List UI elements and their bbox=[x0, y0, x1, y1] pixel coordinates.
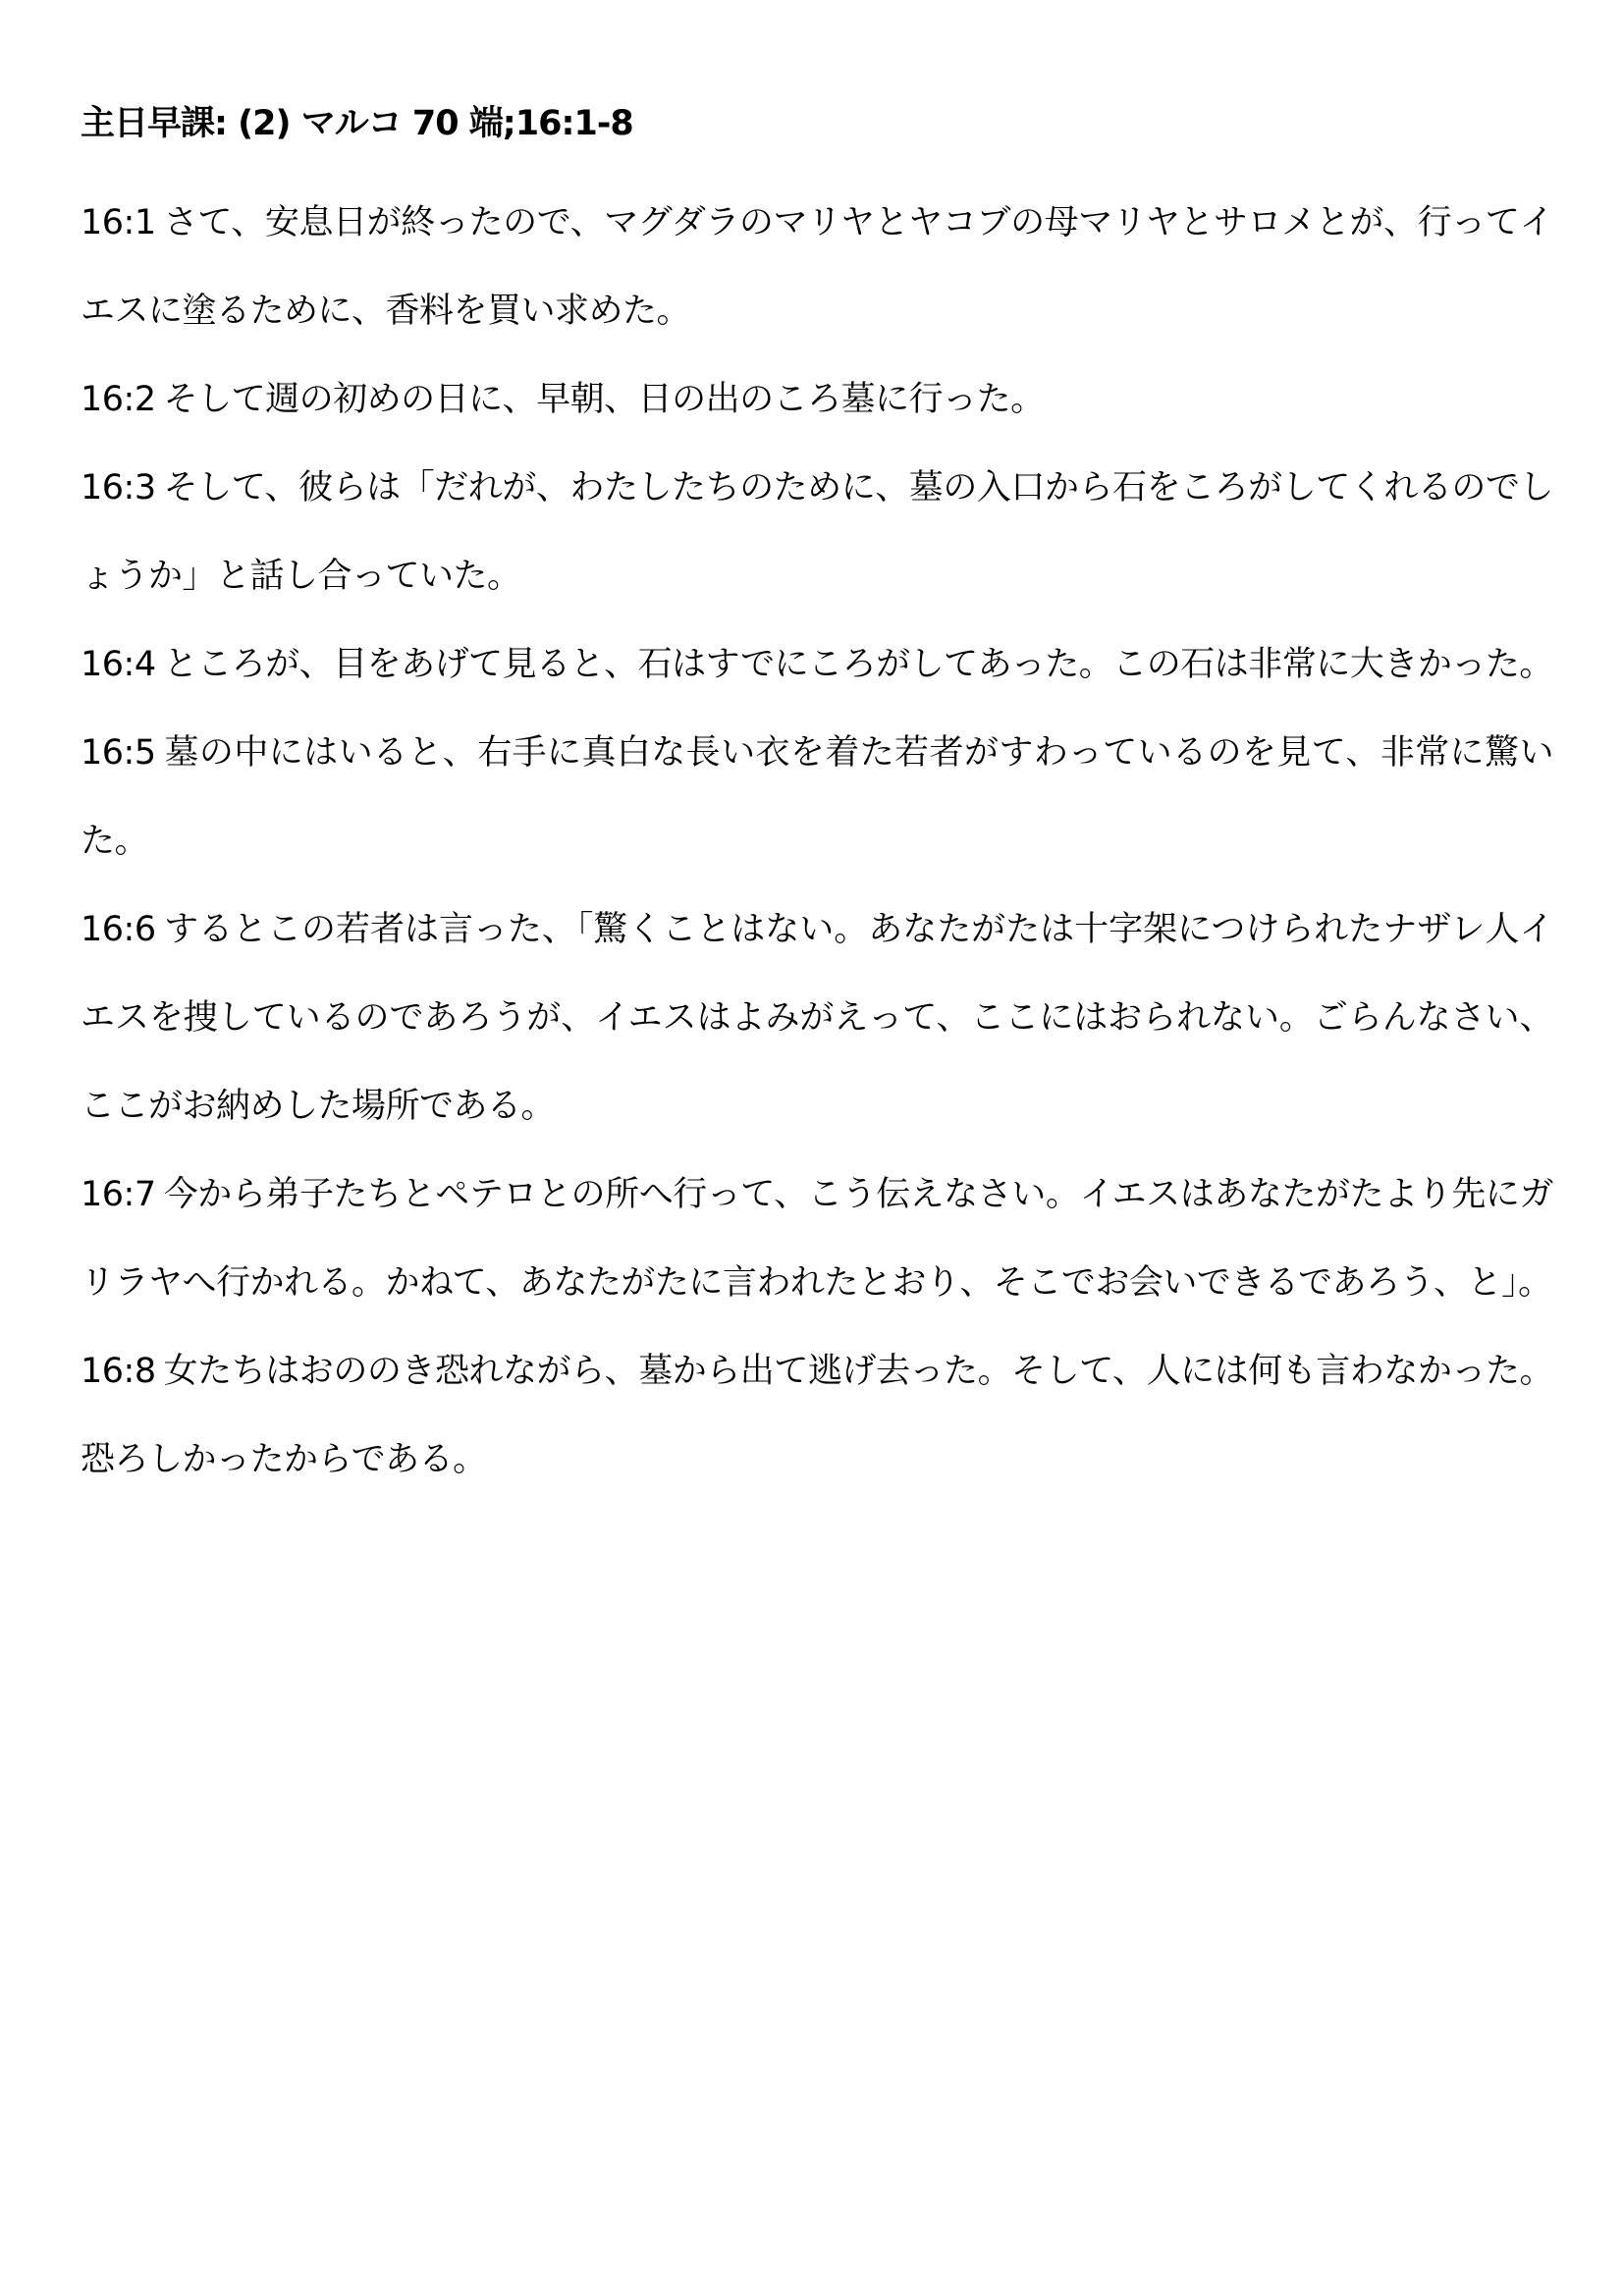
verse-list bbox=[81, 179, 1553, 1504]
verse-16-3 bbox=[81, 444, 1553, 620]
document-title: 主日早課: (2) マルコ 70 端;16:1-8 bbox=[81, 104, 633, 143]
verse-ref: 16:4 bbox=[81, 645, 156, 684]
verse-16-2 bbox=[81, 355, 1553, 444]
verse-ref: 16:8 bbox=[81, 1352, 156, 1391]
verse-ref: 16:3 bbox=[81, 468, 156, 507]
verse-text: 女たちはおののき恐れながら、墓から出て逃げ去った。そして、人には何も言わなかった。恐ろしかったからである。 bbox=[81, 1352, 1553, 1479]
verse-16-4 bbox=[81, 620, 1553, 709]
verse-text: そして週の初めの日に、早朝、日の出のころ墓に行った。 bbox=[163, 380, 1045, 419]
verse-text: さて、安息日が終ったので、マグダラのマリヤとヤコブの母マリヤとサロメとが、行ってイエスに塗るために、香料を買い求めた。 bbox=[81, 203, 1553, 331]
verse-16-5 bbox=[81, 709, 1553, 885]
verse-text: そして、彼らは「だれが、わたしたちのために、墓の入口から石をころがしてくれるのでしょうか」と話し合っていた。 bbox=[81, 468, 1553, 596]
verse-ref: 16:5 bbox=[81, 733, 156, 773]
verse-text: するとこの若者は言った、「驚くことはない。あなたがたは十字架につけられたナザレ人イエスを捜しているのであろうが、イエスはよみがえって、ここにはおられない。ごらんなさい、ここがお納めした場所である。 bbox=[81, 910, 1553, 1126]
verse-text: 墓の中にはいると、右手に真白な長い衣を着た若者がすわっているのを見て、非常に驚いた。 bbox=[81, 733, 1553, 861]
verse-ref: 16:1 bbox=[81, 203, 156, 242]
verse-16-6 bbox=[81, 885, 1553, 1150]
verse-16-1 bbox=[81, 179, 1553, 355]
verse-text: ところが、目をあげて見ると、石はすでにころがしてあった。この石は非常に大きかった。 bbox=[163, 645, 1553, 684]
verse-16-7 bbox=[81, 1150, 1553, 1327]
verse-ref: 16:2 bbox=[81, 380, 156, 419]
verse-16-8 bbox=[81, 1327, 1553, 1504]
verse-ref: 16:6 bbox=[81, 910, 156, 949]
verse-text: 今から弟子たちとペテロとの所へ行って、こう伝えなさい。イエスはあなたがたより先にガリラヤへ行かれる。かねて、あなたがたに言われたとおり、そこでお会いできるであろう、と」。 bbox=[81, 1175, 1553, 1303]
verse-ref: 16:7 bbox=[81, 1175, 156, 1214]
